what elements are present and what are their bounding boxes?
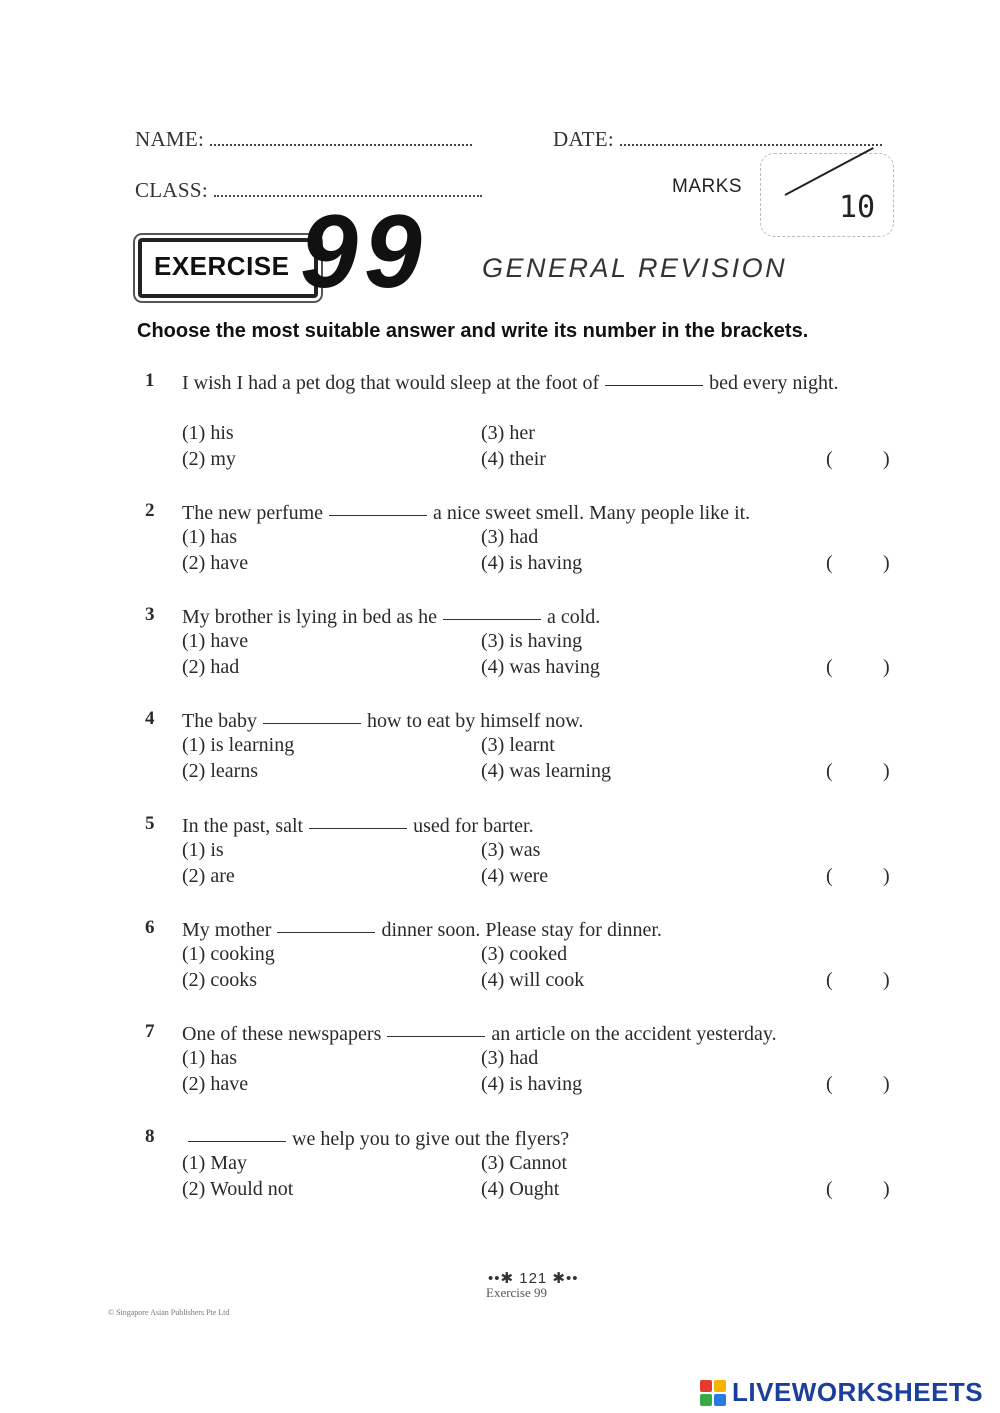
answer-blank <box>443 619 541 620</box>
answer-bracket-open: ( <box>826 552 833 574</box>
question-item <box>0 500 1000 600</box>
answer-bracket-open: ( <box>826 656 833 678</box>
question-stem-after: used for barter. <box>413 815 534 837</box>
answer-option: (3) cooked <box>481 943 568 965</box>
question-stem-before: I wish I had a pet dog that would sleep at the foot of <box>182 372 600 394</box>
answer-option: (1) May <box>182 1152 247 1174</box>
question-number: 6 <box>145 917 155 938</box>
answer-option: (4) is having <box>481 1073 583 1095</box>
answer-option: (3) is having <box>481 630 583 652</box>
answer-option: (1) cooking <box>182 943 275 965</box>
answer-blank <box>277 932 375 933</box>
question-item <box>0 370 1000 470</box>
answer-option: (3) had <box>481 526 539 548</box>
answer-input-slot[interactable] <box>840 550 880 576</box>
question-item <box>0 1021 1000 1121</box>
answer-option: (1) have <box>182 630 249 652</box>
question-item <box>0 813 1000 913</box>
answer-input-slot[interactable] <box>840 863 880 889</box>
question-item <box>0 604 1000 704</box>
question-stem-before: The baby <box>182 710 257 732</box>
answer-input-slot[interactable] <box>840 758 880 784</box>
instruction-text: Choose the most suitable answer and write its number in the brackets. <box>137 320 809 342</box>
question-stem <box>182 1021 897 1047</box>
marks-total: 10 <box>839 190 876 225</box>
answer-bracket-close: ) <box>883 656 890 678</box>
answer-option: (2) Would not <box>182 1178 294 1200</box>
answer-option: (1) has <box>182 1047 237 1069</box>
class-label: CLASS: <box>135 178 208 202</box>
question-stem <box>182 708 897 734</box>
answer-option: (2) my <box>182 448 236 470</box>
answer-option: (4) Ought <box>481 1178 560 1200</box>
answer-option: (2) learns <box>182 760 259 782</box>
answer-bracket-open: ( <box>826 448 833 470</box>
question-stem <box>182 604 897 630</box>
answer-option: (2) have <box>182 1073 249 1095</box>
answer-blank <box>329 515 427 516</box>
date-input-line[interactable] <box>620 144 882 146</box>
question-item <box>0 917 1000 1017</box>
question-stem-after: a nice sweet smell. Many people like it. <box>433 502 751 524</box>
question-stem <box>182 1126 897 1152</box>
question-stem-before: My mother <box>182 919 272 941</box>
liveworksheets-brand <box>732 1377 983 1408</box>
exercise-number: 99 <box>300 194 428 310</box>
exercise-title: GENERAL REVISION <box>482 253 788 283</box>
question-stem-after: bed every night. <box>709 372 839 394</box>
copyright-text: © Singapore Asian Publishers Pte Ltd <box>108 1308 230 1317</box>
marks-label: MARKS <box>672 176 743 197</box>
answer-input-slot[interactable] <box>840 446 880 472</box>
question-stem <box>182 917 897 943</box>
answer-input-slot[interactable] <box>840 1071 880 1097</box>
question-stem-after: dinner soon. Please stay for dinner. <box>381 919 662 941</box>
exercise-badge-label: EXERCISE <box>154 251 290 281</box>
marks-box[interactable] <box>760 153 894 237</box>
question-stem <box>182 813 897 839</box>
name-field <box>135 127 472 152</box>
answer-input-slot[interactable] <box>840 1176 880 1202</box>
question-stem <box>182 370 897 396</box>
answer-option: (4) was having <box>481 656 600 678</box>
question-number: 4 <box>145 708 155 729</box>
answer-bracket-close: ) <box>883 1178 890 1200</box>
question-stem-before: My brother is lying in bed as he <box>182 606 437 628</box>
question-number: 8 <box>145 1126 155 1147</box>
question-stem-after: an article on the accident yesterday. <box>491 1023 777 1045</box>
answer-bracket-open: ( <box>826 1178 833 1200</box>
answer-option: (3) her <box>481 422 535 444</box>
answer-bracket-open: ( <box>826 865 833 887</box>
answer-option: (3) Cannot <box>481 1152 568 1174</box>
question-item <box>0 1126 1000 1226</box>
answer-input-slot[interactable] <box>840 967 880 993</box>
answer-bracket-close: ) <box>883 865 890 887</box>
date-label: DATE: <box>553 127 614 151</box>
answer-option: (3) was <box>481 839 541 861</box>
exercise-badge <box>138 238 318 298</box>
answer-bracket-close: ) <box>883 760 890 782</box>
answer-option: (4) is having <box>481 552 583 574</box>
answer-bracket-open: ( <box>826 969 833 991</box>
question-stem-after: how to eat by himself now. <box>366 710 584 732</box>
answer-option: (3) learnt <box>481 734 555 756</box>
answer-blank <box>605 385 703 386</box>
question-stem-after: we help you to give out the flyers? <box>292 1128 570 1150</box>
answer-option: (1) is learning <box>182 734 295 756</box>
question-stem-before: In the past, salt <box>182 815 304 837</box>
footer-exercise-label: Exercise 99 <box>486 1285 548 1300</box>
question-number: 7 <box>145 1021 155 1042</box>
answer-option: (2) are <box>182 865 235 887</box>
answer-bracket-close: ) <box>883 969 890 991</box>
answer-option: (1) is <box>182 839 224 861</box>
answer-option: (4) their <box>481 448 546 470</box>
answer-option: (1) has <box>182 526 237 548</box>
answer-option: (2) cooks <box>182 969 257 991</box>
answer-bracket-open: ( <box>826 1073 833 1095</box>
name-label: NAME: <box>135 127 205 151</box>
brand-name: LIVEWORKSHEETS <box>732 1377 984 1407</box>
page-number: ••✱ 121 ✱•• <box>488 1270 579 1287</box>
answer-blank <box>309 828 407 829</box>
question-number: 5 <box>145 813 155 834</box>
answer-option: (4) was learning <box>481 760 611 782</box>
answer-bracket-close: ) <box>883 1073 890 1095</box>
answer-blank <box>387 1036 485 1037</box>
liveworksheets-logo-icon <box>700 1380 726 1406</box>
answer-bracket-open: ( <box>826 760 833 782</box>
question-number: 1 <box>145 370 155 391</box>
question-stem-before: The new perfume <box>182 502 324 524</box>
marks-slash <box>785 147 874 196</box>
answer-option: (4) were <box>481 865 549 887</box>
answer-option: (2) had <box>182 656 240 678</box>
name-input-line[interactable] <box>210 144 472 146</box>
answer-option: (3) had <box>481 1047 539 1069</box>
answer-option: (4) will cook <box>481 969 585 991</box>
question-stem <box>182 500 897 526</box>
date-field <box>553 127 882 152</box>
answer-option: (1) his <box>182 422 234 444</box>
question-number: 3 <box>145 604 155 625</box>
answer-bracket-close: ) <box>883 552 890 574</box>
answer-blank <box>263 723 361 724</box>
question-stem-before: One of these newspapers <box>182 1023 382 1045</box>
question-item <box>0 708 1000 808</box>
question-stem-after: a cold. <box>546 606 601 628</box>
answer-input-slot[interactable] <box>840 654 880 680</box>
answer-option: (2) have <box>182 552 249 574</box>
answer-blank <box>188 1141 286 1142</box>
question-number: 2 <box>145 500 155 521</box>
answer-bracket-close: ) <box>883 448 890 470</box>
